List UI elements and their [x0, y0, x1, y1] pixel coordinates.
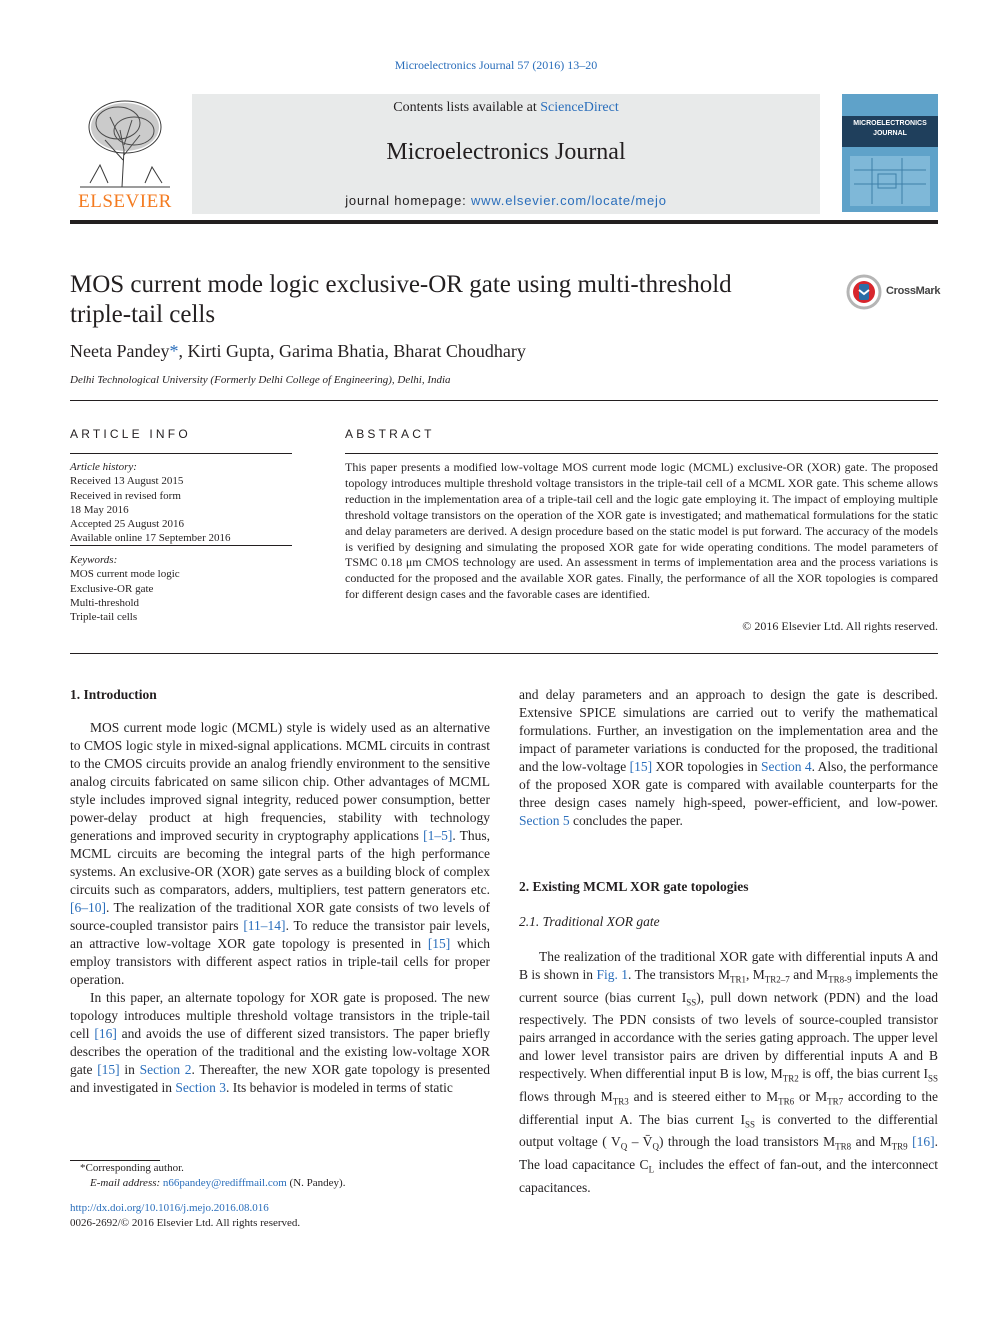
text: . Its behavior is modeled in terms of static [225, 1080, 453, 1095]
article-info-rule [70, 453, 292, 454]
text: . Also, the performance of the proposed XOR gate is compared with available counterparts for the three design cases namely high-speed, power-efficient, and low-power. [519, 759, 938, 810]
subscript: SS [744, 1119, 755, 1130]
text: in [119, 1062, 140, 1077]
email-label: E-mail address: [90, 1176, 163, 1189]
subscript: Q [620, 1142, 628, 1153]
abstract-copyright: © 2016 Elsevier Ltd. All rights reserved. [742, 619, 938, 633]
subscript: L [648, 1164, 655, 1175]
crossmark-icon [846, 274, 882, 310]
history-item: 18 May 2016 [70, 503, 129, 516]
section-2-1-paragraph [519, 948, 938, 1197]
section-1-heading: 1. Introduction [70, 687, 157, 702]
text: ) through the load transistors M [658, 1134, 836, 1150]
text: The realization of the traditional XOR gate with differential inputs A and B is shown in [519, 949, 938, 982]
section-2-1-heading: 2.1. Traditional XOR gate [519, 914, 660, 929]
crossmark-badge[interactable] [846, 274, 940, 310]
issn-line: 0026-2692/© 2016 Elsevier Ltd. All rights reserved. [70, 1216, 301, 1229]
ref-link[interactable]: [1–5] [423, 828, 453, 843]
text: . Thereafter, the new XOR gate topology is presented and investigated in [70, 1062, 490, 1095]
text: and delay parameters and an approach to design the gate is described. Extensive SPICE simulations are carried out to verify the mathematical formulations. Further, an investigation on the implementation area and the impact of parameter variations is conducted for the proposed, the traditional and the low-voltage [519, 687, 938, 774]
text: . The transistors M [628, 967, 730, 982]
section-link[interactable]: Section 5 [519, 813, 570, 828]
ref-link[interactable]: [15] [427, 936, 451, 951]
text: and M [851, 1134, 892, 1150]
abstract-heading: ABSTRACT [345, 427, 435, 441]
ref-link[interactable]: [6–10] [70, 900, 106, 915]
figure-link[interactable]: Fig. 1 [596, 967, 629, 982]
subscript: TR9 [891, 1142, 908, 1153]
email-link[interactable]: n66pandey@rediffmail.com [162, 1176, 287, 1189]
keyword: Multi-threshold [70, 596, 140, 609]
subscript: Q [652, 1142, 659, 1153]
article-history [70, 460, 292, 546]
text: which employ transistors with different aspect ratios in triple-tail cells for proper operation. [70, 936, 490, 987]
section-link[interactable]: Section 4 [760, 759, 812, 774]
title-line1: MOS current mode logic exclusive-OR gate using multi-threshold [70, 271, 732, 298]
subscript: TR1 [729, 974, 746, 985]
body-rule [70, 653, 938, 654]
subscript: TR6 [778, 1096, 795, 1107]
footnote [70, 1161, 490, 1190]
keyword: Triple-tail cells [70, 611, 138, 624]
email-suffix: (N. Pandey). [286, 1176, 346, 1189]
section-2-heading: 2. Existing MCML XOR gate topologies [519, 879, 749, 894]
text: . Thus, MCML circuits are becoming the integral parts of the high performance systems. An exclusive-OR (XOR) gate serves as a building block of complex circuits such as comparators, adders, multipliers, test pattern generators etc. [70, 828, 491, 897]
publisher-name: ELSEVIER [78, 191, 172, 212]
text: MOS current mode logic (MCML) style is widely used as an alternative to CMOS logic style in mixed-signal applications. MCML circuits in contrast to the CMOS circuits provide an analog friendly environment to the sensitive analog circuits fabricated on same silicon chip. Other advantages of MCML style includes improved signal integrity, reduced power consumption, better power-delay product at high frequencies, stability with technology generations and improved security in cryptography applications [70, 720, 490, 843]
subscript: SS [927, 1074, 938, 1085]
homepage-prefix: journal homepage: [345, 193, 471, 208]
right-column [519, 686, 938, 1197]
history-label: Article history: [70, 461, 137, 473]
elsevier-tree-icon [70, 95, 180, 193]
ref-link[interactable]: [15] [97, 1062, 120, 1077]
contents-line [192, 100, 820, 116]
journal-name: Microelectronics Journal [386, 139, 626, 165]
history-item: Available online 17 September 2016 [70, 532, 231, 545]
ref-link[interactable]: [11–14] [243, 918, 286, 933]
text: In this paper, an alternate topology for XOR gate is proposed. The new topology introduces multiple threshold voltage transistors in the triple-tail cell [70, 990, 490, 1041]
text: concludes the paper. [569, 813, 683, 828]
text: flows through M [519, 1089, 613, 1105]
title-line2: triple-tail cells [70, 301, 216, 328]
affiliation: Delhi Technological University (Formerly Delhi College of Engineering), Delhi, India [70, 374, 451, 386]
keywords-label: Keywords: [70, 554, 118, 566]
elsevier-logo[interactable] [70, 95, 180, 215]
text: includes the effect of fan-out, and the interconnect capacitances. [519, 1157, 938, 1195]
subscript: SS [686, 997, 697, 1008]
cover-title-line1: MICROELECTRONICS [853, 120, 927, 127]
intro-paragraph-2 [70, 989, 490, 1097]
subscript: TR2 [782, 1074, 799, 1085]
text: ), pull down network (PDN) and the load respectively. The PDN consists of two levels of source-coupled transistor pairs arranged in accordance with the series gating approach. The upper level and lower level transistor pairs are driven by differential inputs A and B respectively. When differential input B is low, M [519, 989, 938, 1082]
text: is converted to the differential output voltage ( V [519, 1111, 938, 1150]
article-info-heading: ARTICLE INFO [70, 427, 191, 441]
history-item: Accepted 25 August 2016 [70, 518, 184, 531]
text: . The realization of the traditional XOR gate consists of two levels of source-coupled transistor pairs [70, 900, 490, 933]
author-list [70, 341, 526, 362]
corresponding-author-mark[interactable]: * [169, 341, 179, 361]
author-1[interactable]: Neeta Pandey [70, 341, 170, 361]
text: . To reduce the transistor pair levels, an attractive low-voltage XOR gate topology is presented in [70, 918, 491, 951]
journal-reference-link[interactable]: Microelectronics Journal 57 (2016) 13–20 [394, 58, 598, 72]
subscript: TR8-9 [828, 974, 852, 985]
header-rule [70, 220, 938, 224]
keyword: MOS current mode logic [70, 568, 180, 581]
sciencedirect-link[interactable]: ScienceDirect [540, 100, 619, 115]
text: is off, the bias current I [798, 1066, 928, 1082]
keywords-rule [70, 545, 292, 546]
text: and avoids the use of different sized transistors. The paper briefly describes the operation of the traditional and the existing low-voltage XOR gate [70, 1026, 490, 1077]
subscript: TR8 [835, 1142, 852, 1153]
subscript: TR2–7 [764, 974, 790, 985]
journal-cover-thumbnail[interactable] [842, 94, 938, 212]
subscript: TR3 [612, 1096, 629, 1107]
history-item: Received in revised form [70, 489, 181, 502]
ref-link[interactable]: [16] [912, 1134, 935, 1150]
text: . The load capacitance C [519, 1134, 938, 1173]
article-title [70, 270, 810, 330]
text: according to the differential input A. The bias current I [519, 1089, 939, 1127]
text: , M [745, 967, 765, 982]
homepage-line [192, 193, 820, 208]
section-link[interactable]: Section 2 [139, 1062, 192, 1077]
text: – V̄ [627, 1134, 653, 1150]
subscript: TR7 [827, 1096, 844, 1107]
other-authors: , Kirti Gupta, Garima Bhatia, Bharat Choudhary [178, 341, 526, 361]
ref-link[interactable]: [16] [94, 1026, 117, 1041]
history-item: Received 13 August 2015 [70, 475, 184, 488]
footnote-mark: * [80, 1162, 86, 1174]
ref-link[interactable]: [15] [629, 759, 653, 774]
info-rule [70, 400, 938, 401]
text: and is steered either to M [628, 1089, 779, 1105]
text: and M [789, 967, 829, 982]
text: implements the current source (bias current I [519, 967, 938, 1005]
cover-art-icon [842, 150, 938, 212]
section-link[interactable]: Section 3 [175, 1080, 226, 1095]
footnote-label: Corresponding author. [85, 1162, 184, 1174]
text: XOR topologies in [652, 759, 761, 774]
journal-header-box [192, 94, 820, 214]
intro-paragraph-1 [70, 719, 490, 989]
cover-title [842, 116, 938, 147]
keyword: Exclusive-OR gate [70, 582, 154, 595]
doi-link[interactable]: http://dx.doi.org/10.1016/j.mejo.2016.08.016 [70, 1202, 269, 1214]
homepage-link[interactable]: www.elsevier.com/locate/mejo [470, 193, 667, 208]
cover-title-line2: JOURNAL [873, 130, 907, 137]
keywords [70, 553, 292, 624]
intro-paragraph-3 [519, 686, 938, 830]
crossmark-label: CrossMark [886, 285, 941, 297]
contents-prefix: Contents lists available at [393, 100, 541, 115]
abstract-text: This paper presents a modified low-voltage MOS current mode logic (MCML) exclusive-OR (XOR) gate. The proposed topology introduces multiple threshold voltage transistors in the triple-tail cell of a MCML XOR gate. This scheme allows reduction in the implementation area of a triple-tail cell and the logic gate employing it. The impact of employing multiple threshold voltage transistors on the operation of the XOR gate is investigated; and mathematical formulations for the static and delay parameters are derived. A design procedure based on the static model is put forward. The accuracy of the models is verified by designing and simulating the proposed XOR gate for wide operating conditions. The model parameters of TSMC 0.18 μm CMOS technology are used. An assessment in terms of implementation area and the process variations is conducted for the proposed and the available XOR gates. Finally, the performance of all the XOR topologies is compared for different design cases and the favorable cases are identified. [345, 460, 938, 602]
abstract-rule [345, 453, 938, 454]
text: or M [794, 1089, 828, 1105]
doi-block [70, 1201, 490, 1230]
left-column [70, 686, 490, 1097]
